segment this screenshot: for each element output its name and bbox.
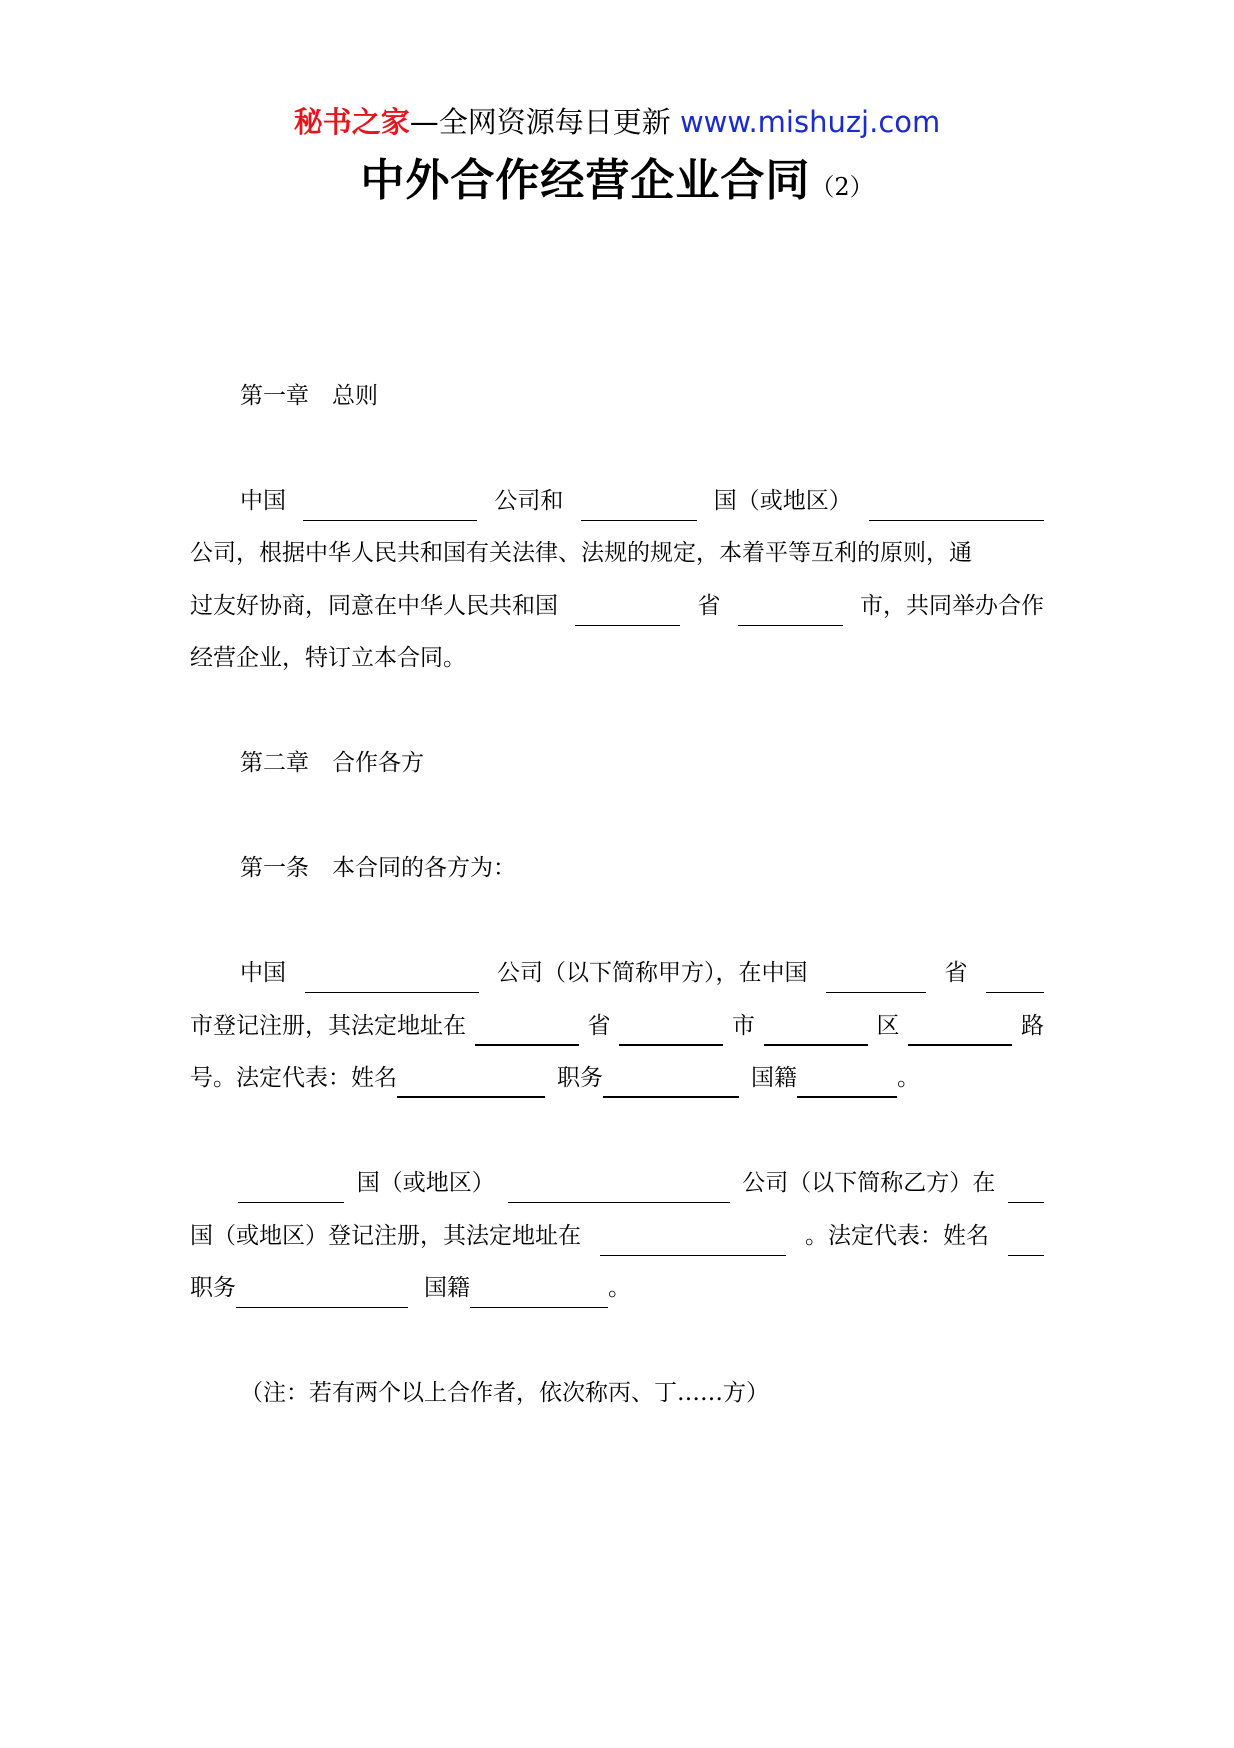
text: 过友好协商，同意在中华人民共和国 (190, 593, 558, 619)
site-header (0, 102, 1234, 142)
blank-field[interactable] (581, 490, 697, 521)
text: 。法定代表：姓名 (805, 1223, 989, 1249)
text: 省 (697, 593, 721, 619)
text: 市 (732, 1013, 755, 1039)
paragraph-1-line-1 (190, 481, 1044, 521)
blank-field[interactable] (303, 490, 477, 521)
blank-field[interactable] (1008, 1225, 1044, 1256)
party-a-line-2 (190, 1006, 1044, 1046)
site-url-link[interactable]: www.mishuzj.com (679, 105, 941, 139)
blank-field[interactable] (238, 1172, 344, 1203)
blank-field[interactable] (397, 1066, 545, 1098)
brand-name: 秘书之家 (293, 105, 410, 139)
article-1-heading: 第一条 本合同的各方为： (240, 855, 516, 881)
paragraph-1-line-3 (190, 586, 1044, 626)
party-a-line-1 (190, 953, 1044, 993)
blank-field[interactable] (475, 1014, 579, 1046)
chapter-2-heading: 第二章 合作各方 (240, 750, 424, 776)
blank-field[interactable] (305, 962, 479, 993)
text: 公司（以下简称甲方），在中国 (497, 960, 808, 986)
blank-field[interactable] (236, 1277, 408, 1308)
text: 省 (587, 1013, 611, 1039)
document-title (0, 151, 1234, 220)
blank-field[interactable] (869, 490, 1044, 521)
blank-field[interactable] (986, 962, 1044, 993)
blank-field[interactable] (603, 1066, 739, 1098)
blank-field[interactable] (575, 595, 680, 626)
header-tagline: —全网资源每日更新 (409, 105, 671, 139)
blank-field[interactable] (508, 1172, 730, 1203)
text: 国（或地区）登记注册，其法定地址在 (190, 1223, 581, 1249)
party-a-line-3 (190, 1058, 1044, 1098)
paragraph-1-line-4: 经营企业，特订立本合同。 (190, 645, 466, 671)
text: 国（或地区） (356, 1170, 495, 1196)
text: 市登记注册，其法定地址在 (190, 1013, 466, 1039)
group (190, 1172, 344, 1203)
text: 市，共同举办合作 (860, 593, 1044, 619)
party-b-line-1 (190, 1163, 1044, 1203)
text: 中国 (240, 960, 286, 986)
party-b-line-3 (190, 1268, 1044, 1308)
text: 中国 (240, 488, 286, 514)
blank-field[interactable] (1008, 1172, 1044, 1203)
text: 路 (1021, 1013, 1044, 1039)
text: 职务 (557, 1065, 603, 1091)
text: 公司（以下简称乙方）在 (742, 1170, 996, 1196)
blank-field[interactable] (619, 1014, 723, 1046)
text: 区 (876, 1013, 900, 1039)
blank-field[interactable] (738, 595, 843, 626)
blank-field[interactable] (764, 1014, 868, 1046)
text: 公司和 (494, 488, 564, 514)
blank-field[interactable] (908, 1014, 1012, 1046)
text: 号。法定代表：姓名 (190, 1065, 397, 1091)
text: 国籍 (751, 1065, 797, 1091)
text: 。 (608, 1275, 631, 1301)
party-b-line-2 (190, 1216, 1044, 1256)
text: 省 (944, 960, 968, 986)
text: 。 (897, 1065, 920, 1091)
title-main: 中外合作经营企业合同 (360, 155, 811, 206)
text: 职务 (190, 1275, 236, 1301)
paragraph-1-line-2: 公司，根据中华人民共和国有关法律、法规的规定，本着平等互利的原则，通 (190, 540, 972, 566)
blank-field[interactable] (600, 1225, 786, 1256)
title-suffix: （2） (810, 173, 874, 201)
text: 国（或地区） (713, 488, 852, 514)
note-line: （注：若有两个以上合作者，依次称丙、丁……方） (240, 1380, 769, 1406)
chapter-1-heading: 第一章 总则 (240, 383, 378, 409)
text: 国籍 (424, 1275, 470, 1301)
blank-field[interactable] (797, 1066, 897, 1098)
blank-field[interactable] (826, 962, 926, 993)
blank-field[interactable] (470, 1277, 608, 1308)
